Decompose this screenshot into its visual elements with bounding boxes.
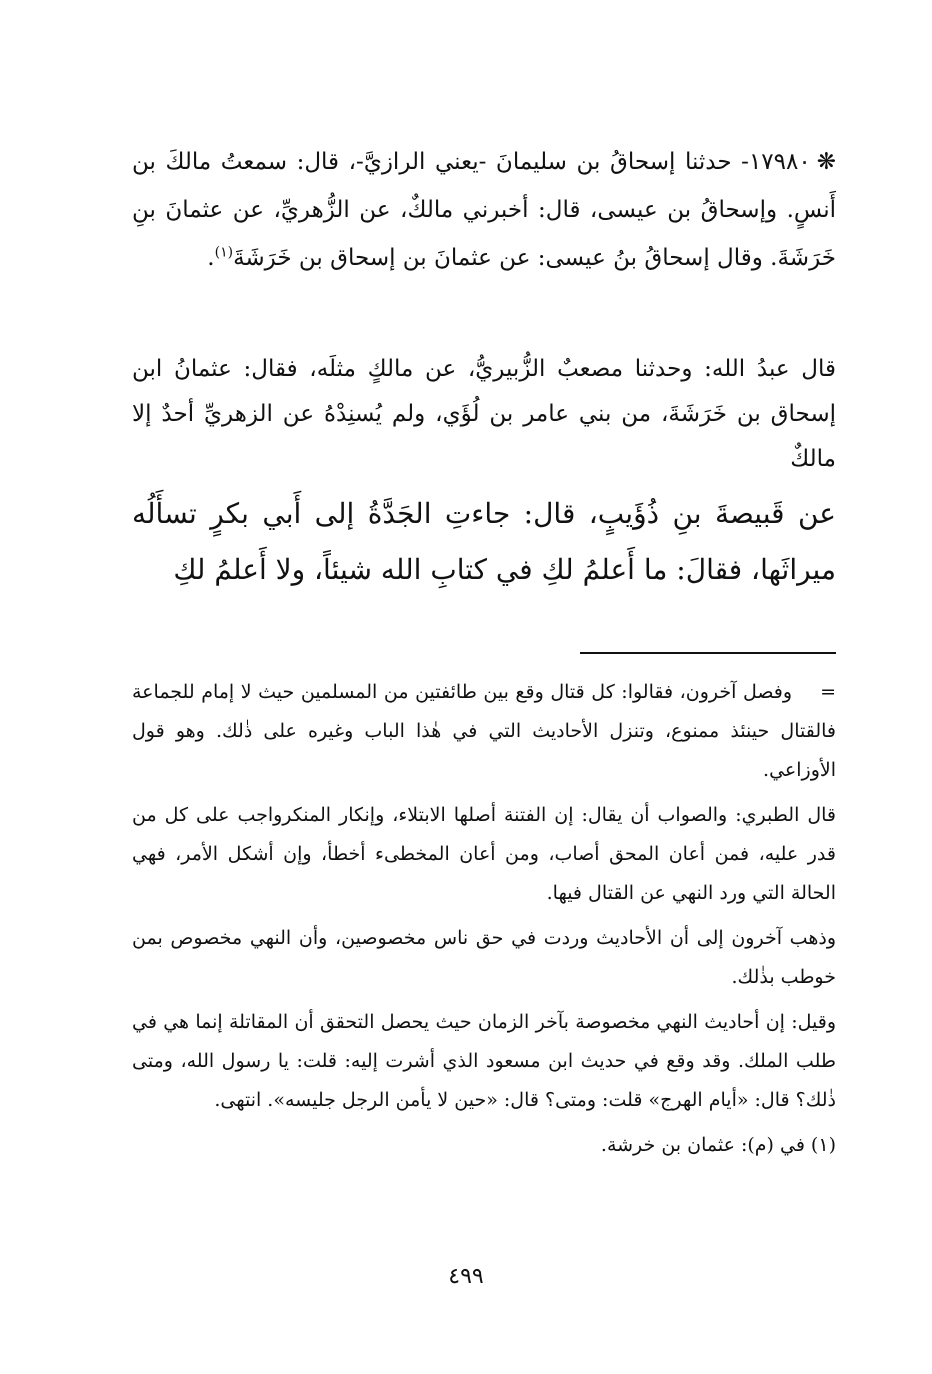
sentence-end: . [207,245,215,271]
hadith-paragraph-17980 [132,138,836,282]
footnote-1: (١) في (م): عثمان بن خرشة. [600,1134,836,1156]
continuation-mark: = [820,681,836,703]
footnote-paragraph: وقيل: إن أحاديث النهي مخصوصة بآخر الزمان حيث يحصل التحقق أن المقاتلة إنما هي في طلب الملك. وقد وقع في حديث ابن مسعود الذي أشرت إليه: قلت: يا رسول الله، ومتى ذٰلك؟ قال: «أيام الهرج» قلت: ومتى؟ قال: «حين لا يأمن الرجل جليسه». انتهى. [132,1011,836,1111]
hadith-star-icon: ❋ [816,149,836,175]
footnote-divider [580,652,836,654]
footnote-paragraph: وذهب آخرون إلى أن الأحاديث وردت في حق ناس مخصوصين، وأن النهي مخصوص بمن خوطب بذٰلك. [132,927,836,988]
hadith-text: ١٧٩٨٠- حدثنا إسحاقُ بن سليمانَ -يعني الرازيَّ-، قال: سمعتُ مالكَ بن أَنسٍ. وإسحاقُ بن عيسى، قال: أخبرني مالكٌ، عن الزُّهريِّ، عن عثمانَ بنِ خَرَشَةَ. وقال إسحاقُ بنُ عيسى: عن عثمانَ بن إسحاق بن خَرَشَةَ [132,149,836,271]
footnotes-section [132,673,836,1171]
abdullah-comment-paragraph: قال عبدُ الله: وحدثنا مصعبٌ الزُّبيريُّ، عن مالكٍ مثلَه، فقال: عثمانُ ابن إسحاق بن خَرَشَةَ، من بني عامر بن لُؤَي، ولم يُسنِدْهُ عن الزهريِّ أحدٌ إلا مالكٌ [132,356,836,472]
footnote-paragraph: قال الطبري: والصواب أن يقال: إن الفتنة أصلها الابتلاء، وإنكار المنكرواجب على كل من قدر عليه، فمن أعان المحق أصاب، ومن أعان المخطىء أخطأ، وإن أشكل الأمر، فهي الحالة التي ورد النهي عن القتال فيها. [132,804,836,904]
footnote-text: وفصل آخرون، فقالوا: كل قتال وقع بين طائفتين من المسلمين حيث لا إمام للجماعة فالقتال حينئذ ممنوع، وتنزل الأحاديث التي في هٰذا الباب وغيره على ذٰلك. وهو قول الأوزاعي. [132,681,836,781]
page-number: ٤٩٩ [448,1264,484,1289]
hadith-matn-paragraph: عن قَبيصةَ بنِ ذُؤَيبٍ، قال: جاءتِ الجَدَّةُ إلى أَبي بكرٍ تسأَلُه ميراثَها، فقالَ: ما أَعلمُ لكِ في كتابِ الله شيئاً، ولا أَعلمُ لكِ [132,497,836,586]
footnote-paragraph [132,673,836,790]
footnote-reference: (١) [214,244,234,261]
